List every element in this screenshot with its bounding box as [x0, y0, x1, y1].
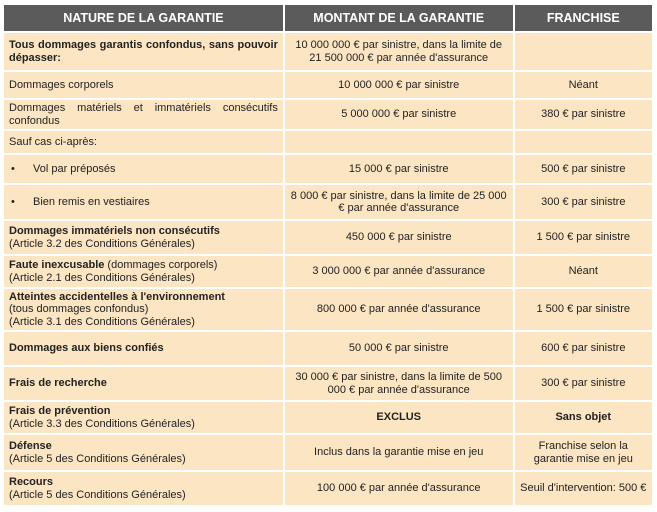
franchise-cell — [515, 131, 652, 153]
header-row — [4, 5, 652, 31]
montant-cell: 100 000 € par année d'assurance — [285, 472, 513, 505]
montant-cell — [285, 131, 513, 153]
table-row — [4, 402, 652, 433]
nature-cell: Défense (Article 5 des Conditions Générales) — [4, 435, 283, 470]
montant-cell: Inclus dans la garantie mise en jeu — [285, 435, 513, 470]
montant-cell: 800 000 € par année d'assurance — [285, 289, 513, 330]
montant-cell: 10 000 000 € par sinistre — [285, 72, 513, 98]
franchise-cell: 600 € par sinistre — [515, 332, 652, 365]
bullet-icon: • — [11, 162, 15, 175]
table-row — [4, 185, 652, 219]
table-row — [4, 72, 652, 98]
montant-cell: 30 000 € par sinistre, dans la limite de 500 000 € par année d'assurance — [285, 367, 513, 400]
franchise-cell: 1 500 € par sinistre — [515, 221, 652, 254]
header-montant: MONTANT DE LA GARANTIE — [285, 5, 513, 31]
nature-cell: Dommages immatériels non consécutifs (Article 3.2 des Conditions Générales) — [4, 221, 283, 254]
franchise-cell: Néant — [515, 72, 652, 98]
nature-cell: Atteintes accidentelles à l'environnement (tous dommages confondus) (Article 3.1 des Conditions Générales) — [4, 289, 283, 330]
nature-cell: Tous dommages garantis confondus, sans pouvoir dépasser: — [4, 33, 283, 70]
table-row — [4, 332, 652, 365]
franchise-cell: 380 € par sinistre — [515, 100, 652, 129]
nature-cell: Frais de prévention (Article 3.3 des Conditions Générales) — [4, 402, 283, 433]
nature-cell: Faute inexcusable (dommages corporels) (Article 2.1 des Conditions Générales) — [4, 256, 283, 287]
franchise-cell — [515, 33, 652, 70]
table-row — [4, 256, 652, 287]
montant-cell: 8 000 € par sinistre, dans la limite de 25 000 € par année d'assurance — [285, 185, 513, 219]
montant-cell: 5 000 000 € par sinistre — [285, 100, 513, 129]
nature-cell: • Bien remis en vestiaires — [4, 185, 283, 219]
nature-cell: Recours (Article 5 des Conditions Générales) — [4, 472, 283, 505]
franchise-cell: Franchise selon la garantie mise en jeu — [515, 435, 652, 470]
table-row — [4, 100, 652, 129]
montant-cell: EXCLUS — [285, 402, 513, 433]
bullet-icon: • — [11, 195, 15, 208]
franchise-cell: Seuil d'intervention: 500 € — [515, 472, 652, 505]
montant-cell: 450 000 € par sinistre — [285, 221, 513, 254]
table-row — [4, 472, 652, 505]
nature-cell: • Vol par préposés — [4, 155, 283, 183]
nature-cell: Dommages matériels et immatériels consécutifs confondus — [4, 100, 283, 129]
nature-cell: Sauf cas ci-après: — [4, 131, 283, 153]
franchise-cell: 300 € par sinistre — [515, 185, 652, 219]
header-nature: NATURE DE LA GARANTIE — [4, 5, 283, 31]
table-row — [4, 435, 652, 470]
table-row — [4, 367, 652, 400]
franchise-cell: 1 500 € par sinistre — [515, 289, 652, 330]
montant-cell: 15 000 € par sinistre — [285, 155, 513, 183]
montant-cell: 50 000 € par sinistre — [285, 332, 513, 365]
table-row — [4, 155, 652, 183]
table-row — [4, 289, 652, 330]
guarantee-table — [2, 3, 654, 507]
table-row — [4, 221, 652, 254]
nature-cell: Dommages aux biens confiés — [4, 332, 283, 365]
montant-cell: 10 000 000 € par sinistre, dans la limite de 21 500 000 € par année d'assurance — [285, 33, 513, 70]
montant-cell: 3 000 000 € par année d'assurance — [285, 256, 513, 287]
nature-cell: Frais de recherche — [4, 367, 283, 400]
table-row — [4, 33, 652, 70]
franchise-cell: Sans objet — [515, 402, 652, 433]
franchise-cell: 300 € par sinistre — [515, 367, 652, 400]
franchise-cell: Néant — [515, 256, 652, 287]
header-franchise: FRANCHISE — [515, 5, 652, 31]
franchise-cell: 500 € par sinistre — [515, 155, 652, 183]
table-row — [4, 131, 652, 153]
nature-cell: Dommages corporels — [4, 72, 283, 98]
